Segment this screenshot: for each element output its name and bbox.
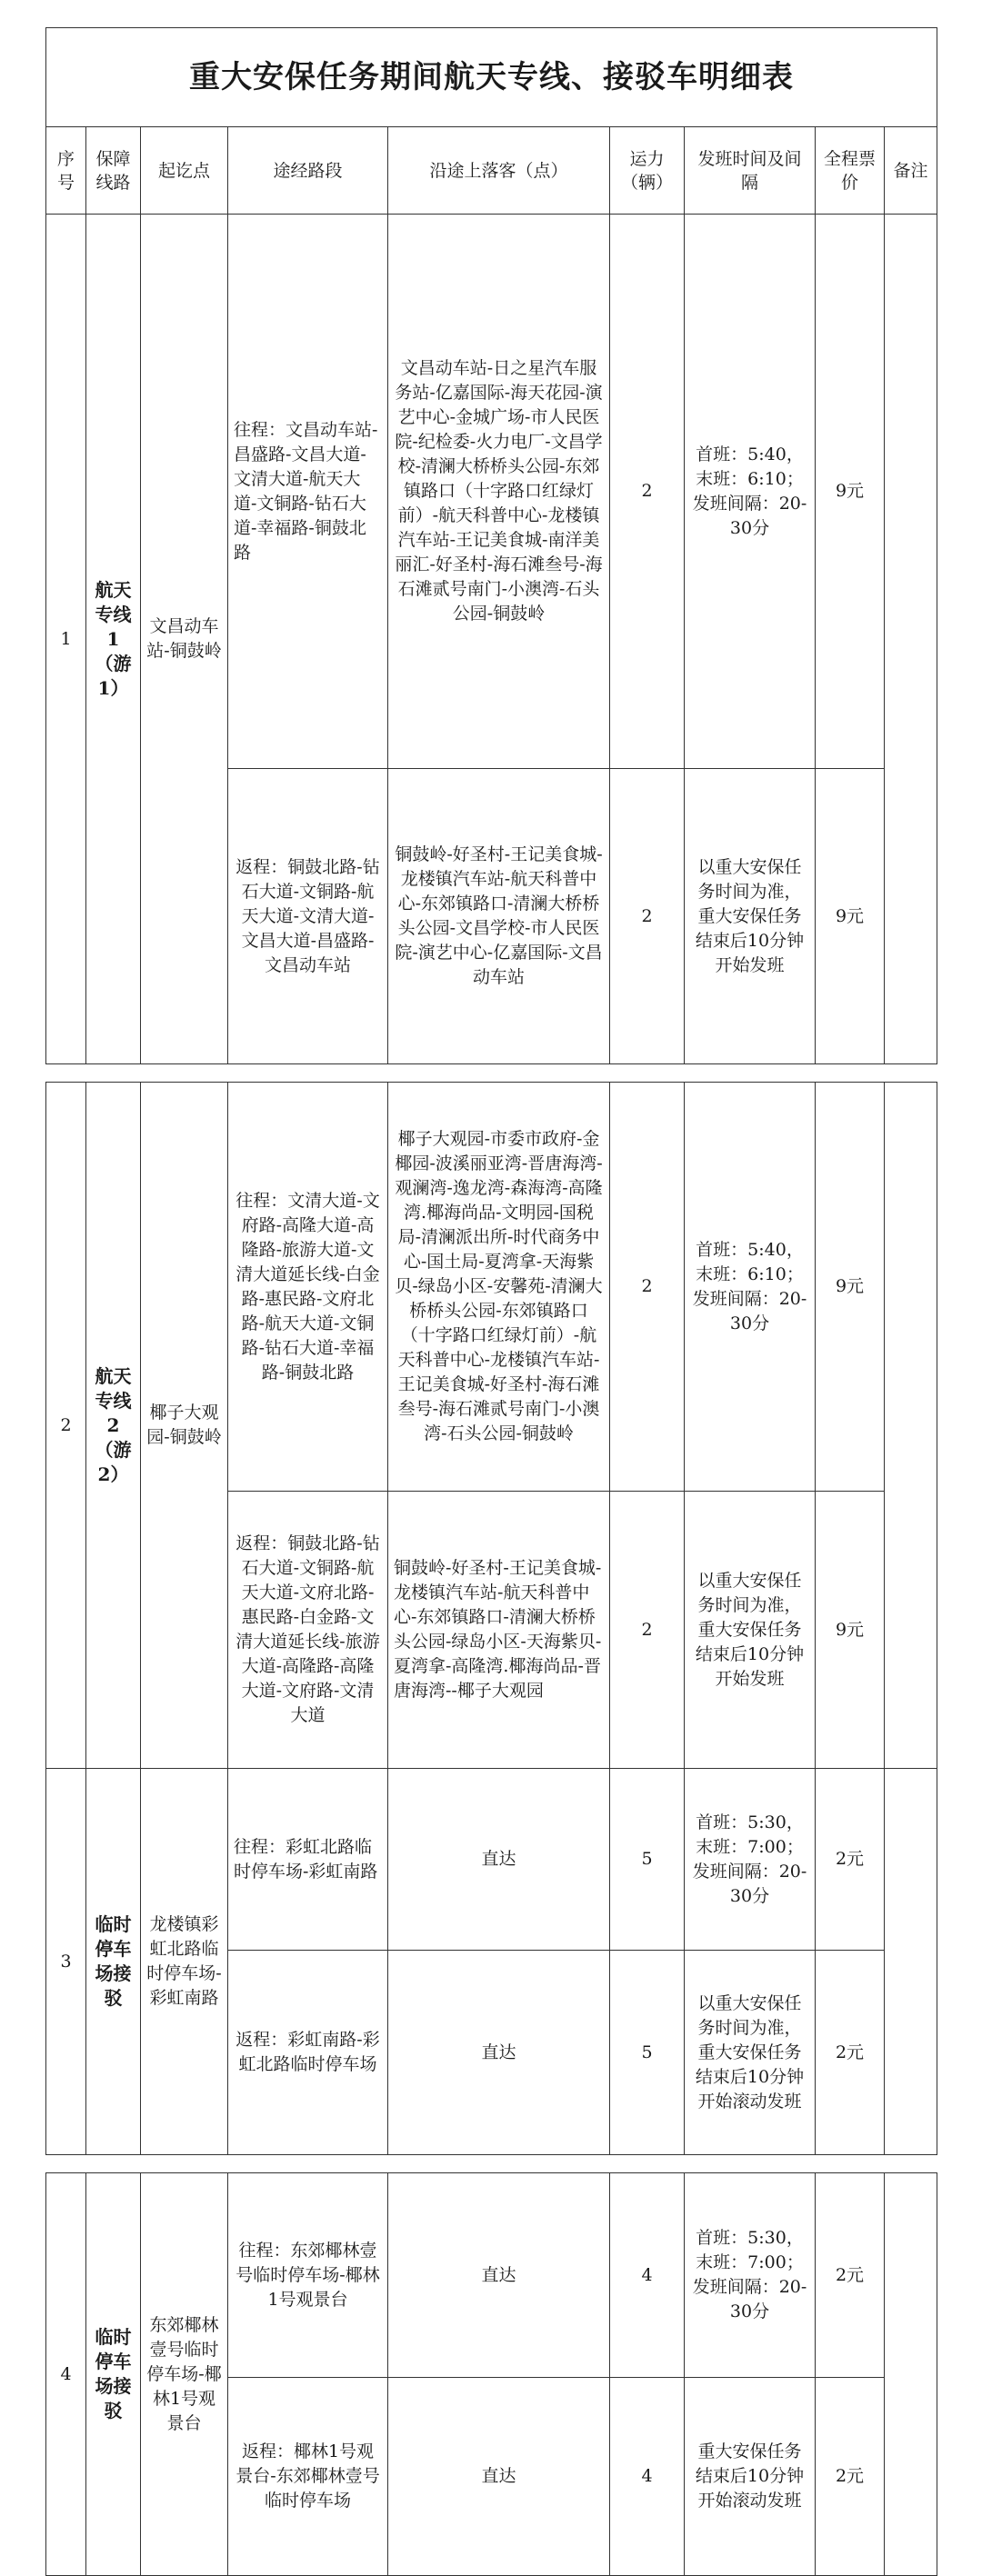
header-row (46, 127, 937, 215)
leg-stops: 铜鼓岭-好圣村-王记美食城-龙楼镇汽车站-航天科普中心-东郊镇路口-清澜大桥桥头公园-文昌学校-市人民医院-演艺中心-亿嘉国际-文昌动车站 (388, 769, 610, 1064)
row-no: 4 (46, 2173, 86, 2576)
leg-capacity: 5 (610, 1951, 685, 2155)
leg-route: 往程：东郊椰林壹号临时停车场-椰林1号观景台 (228, 2173, 388, 2378)
leg-schedule: 首班：5:40，末班：6:10；发班间隔：20-30分 (685, 215, 816, 769)
leg-stops: 直达 (388, 1769, 610, 1951)
row-line: 临时停车场接驳 (86, 2173, 141, 2576)
leg-fare: 9元 (816, 1083, 885, 1492)
row-remark (885, 215, 937, 1064)
header-route: 途经路段 (228, 127, 388, 215)
leg-capacity: 2 (610, 769, 685, 1064)
row-remark (885, 1769, 937, 2155)
leg-stops: 直达 (388, 2378, 610, 2576)
leg-route: 往程：文清大道-文府路-高隆大道-高隆路-旅游大道-文清大道延长线-白金路-惠民路-文府北路-航天大道-文铜路-钻石大道-幸福路-铜鼓北路 (228, 1083, 388, 1492)
leg-route: 返程：彩虹南路-彩虹北路临时停车场 (228, 1951, 388, 2155)
row-no: 3 (46, 1769, 86, 2155)
schedule-sheet (45, 27, 937, 2576)
leg-stops: 椰子大观园-市委市政府-金椰园-波溪丽亚湾-晋唐海湾-观澜湾-逸龙湾-森海湾-高隆湾.椰海尚品-文明园-国税局-清澜派出所-时代商务中心-国土局-夏湾拿-天海紫贝-绿岛小区-安馨苑-清澜大桥桥头公园-东郊镇路口（十字路口红绿灯前）-航天科普中心-龙楼镇汽车站-王记美食城-好圣村-海石滩叁号-海石滩贰号南门-小澳湾-石头公园-铜鼓岭 (388, 1083, 610, 1492)
leg-schedule: 首班：5:30，末班：7:00；发班间隔：20-30分 (685, 1769, 816, 1951)
leg-capacity: 5 (610, 1769, 685, 1951)
row-origin: 龙楼镇彩虹北路临时停车场-彩虹南路 (141, 1769, 228, 2155)
leg-schedule: 首班：5:40，末班：6:10；发班间隔：20-30分 (685, 1083, 816, 1492)
leg-capacity: 2 (610, 1083, 685, 1492)
header-capacity: 运力（辆） (610, 127, 685, 215)
row-remark (885, 2173, 937, 2576)
leg-stops: 铜鼓岭-好圣村-王记美食城-龙楼镇汽车站-航天科普中心-东郊镇路口-清澜大桥桥头公园-绿岛小区-天海紫贝-夏湾拿-高隆湾.椰海尚品-晋唐海湾--椰子大观园 (388, 1492, 610, 1769)
leg-schedule: 以重大安保任务时间为准，重大安保任务结束后10分钟开始滚动发班 (685, 1951, 816, 2155)
table-row (46, 1769, 937, 1951)
leg-stops: 文昌动车站-日之星汽车服务站-亿嘉国际-海天花园-演艺中心-金城广场-市人民医院-纪检委-火力电厂-文昌学校-清澜大桥桥头公园-东郊镇路口（十字路口红绿灯前）-航天科普中心-龙楼镇汽车站-王记美食城-南洋美丽汇-好圣村-海石滩叁号-海石滩贰号南门-小澳湾-石头公园-铜鼓岭 (388, 215, 610, 769)
table-gap (46, 2155, 937, 2173)
table-gap (46, 1064, 937, 1083)
leg-route: 往程：文昌动车站-昌盛路-文昌大道-文清大道-航天大道-文铜路-钻石大道-幸福路-铜鼓北路 (228, 215, 388, 769)
leg-stops: 直达 (388, 1951, 610, 2155)
leg-fare: 9元 (816, 769, 885, 1064)
leg-capacity: 4 (610, 2173, 685, 2378)
leg-fare: 2元 (816, 2378, 885, 2576)
row-origin: 东郊椰林壹号临时停车场-椰林1号观景台 (141, 2173, 228, 2576)
bus-schedule-table (45, 27, 937, 2576)
table-row (46, 2173, 937, 2378)
leg-route: 往程：彩虹北路临时停车场-彩虹南路 (228, 1769, 388, 1951)
row-no: 2 (46, 1083, 86, 1769)
leg-schedule: 重大安保任务结束后10分钟开始滚动发班 (685, 2378, 816, 2576)
row-line: 航天专线2（游2） (86, 1083, 141, 1769)
leg-capacity: 2 (610, 215, 685, 769)
row-origin: 椰子大观园-铜鼓岭 (141, 1083, 228, 1769)
header-origin: 起讫点 (141, 127, 228, 215)
header-no: 序号 (46, 127, 86, 215)
leg-schedule: 以重大安保任务时间为准，重大安保任务结束后10分钟开始发班 (685, 769, 816, 1064)
row-origin: 文昌动车站-铜鼓岭 (141, 215, 228, 1064)
leg-capacity: 4 (610, 2378, 685, 2576)
header-remark: 备注 (885, 127, 937, 215)
header-fare: 全程票价 (816, 127, 885, 215)
leg-fare: 2元 (816, 1769, 885, 1951)
leg-schedule: 以重大安保任务时间为准，重大安保任务结束后10分钟开始发班 (685, 1492, 816, 1769)
leg-route: 返程：椰林1号观景台-东郊椰林壹号临时停车场 (228, 2378, 388, 2576)
leg-schedule: 首班：5:30，末班：7:00；发班间隔：20-30分 (685, 2173, 816, 2378)
row-remark (885, 1083, 937, 1769)
table-row (46, 1083, 937, 1492)
leg-route: 返程：铜鼓北路-钻石大道-文铜路-航天大道-文清大道-文昌大道-昌盛路-文昌动车站 (228, 769, 388, 1064)
leg-fare: 9元 (816, 215, 885, 769)
leg-route: 返程：铜鼓北路-钻石大道-文铜路-航天大道-文府北路-惠民路-白金路-文清大道延长线-旅游大道-高隆路-高隆大道-文府路-文清大道 (228, 1492, 388, 1769)
row-line: 航天专线1（游1） (86, 215, 141, 1064)
header-line: 保障线路 (86, 127, 141, 215)
table-title: 重大安保任务期间航天专线、接驳车明细表 (46, 28, 937, 127)
leg-fare: 2元 (816, 2173, 885, 2378)
header-schedule: 发班时间及间隔 (685, 127, 816, 215)
leg-capacity: 2 (610, 1492, 685, 1769)
leg-stops: 直达 (388, 2173, 610, 2378)
table-row (46, 215, 937, 769)
row-line: 临时停车场接驳 (86, 1769, 141, 2155)
leg-fare: 2元 (816, 1951, 885, 2155)
row-no: 1 (46, 215, 86, 1064)
header-stops: 沿途上落客（点） (388, 127, 610, 215)
leg-fare: 9元 (816, 1492, 885, 1769)
